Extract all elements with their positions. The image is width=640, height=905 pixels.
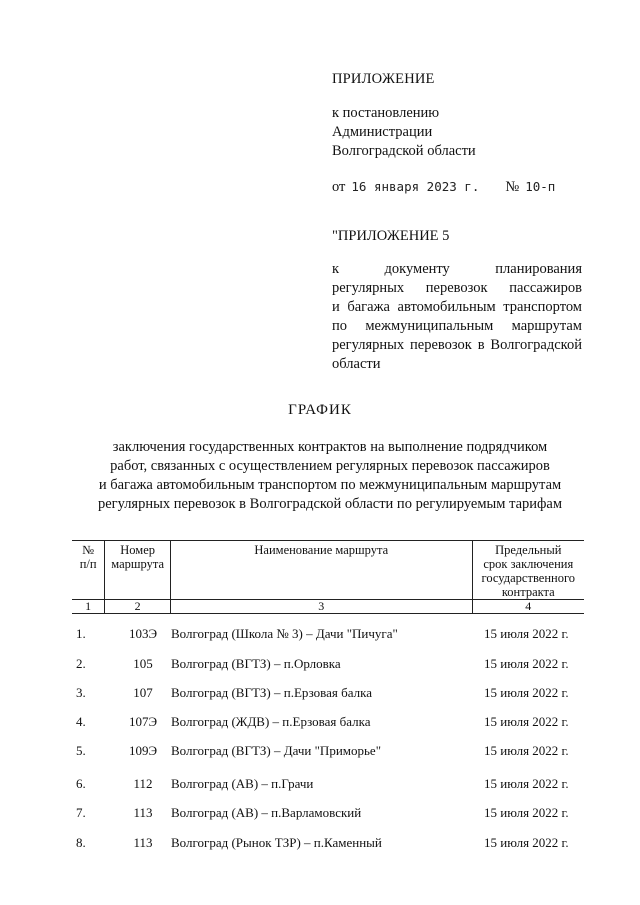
description-line: работ, связанных с осуществлением регулярных перевозок пассажиров [110,458,550,474]
column-number: 3 [170,600,472,614]
route-name: Волгоград (АВ) – п.Грачи [171,776,314,791]
appendix-heading: ПРИЛОЖЕНИЕ [332,71,435,87]
description-line: регулярных перевозок в Волгоградской области по регулируемым тарифам [97,496,563,512]
header-num [72,541,105,600]
column-number: 2 [105,600,171,614]
route-code: 113 [133,805,153,820]
appendix-line: Волгоградской области [332,143,476,159]
row-number: 2. [76,656,86,671]
route-name: Волгоград (Рынок ТЗР) – п.Каменный [171,835,382,850]
header-route-no-line: Номер [120,543,155,557]
row-number: 5. [76,743,86,758]
route-code: 103Э [128,626,158,641]
appendix5-title: "ПРИЛОЖЕНИЕ 5 [332,228,450,244]
appendix-line: Администрации [332,124,433,140]
table-row [72,835,584,855]
route-code: 109Э [128,743,158,758]
deadline-date: 15 июля 2022 г. [484,626,569,641]
route-name: Волгоград (ВГТЗ) – п.Орловка [171,656,341,671]
row-number: 6. [76,776,86,791]
header-num-line: № [82,543,95,557]
deadline-date: 15 июля 2022 г. [484,714,569,729]
route-code: 107 [133,685,153,700]
appendix5-line: регулярных перевозок в Волгоградской [332,337,582,353]
header-deadline-line: контракта [501,585,555,599]
header-deadline-line: государственного [481,571,576,585]
table-row [72,743,584,763]
schedule-title: ГРАФИК [288,402,352,418]
deadline-date: 15 июля 2022 г. [484,685,569,700]
date-prefix: от [332,179,346,195]
table-row [72,805,584,825]
deadline-date: 15 июля 2022 г. [484,835,569,850]
header-route-name: Наименование маршрута [170,541,472,600]
row-number: 1. [76,626,86,641]
row-number: 8. [76,835,86,850]
deadline-date: 15 июля 2022 г. [484,656,569,671]
header-num-line: п/п [79,557,97,571]
appendix-line: к постановлению [332,105,440,121]
route-name: Волгоград (ВГТЗ) – п.Ерзовая балка [171,685,372,700]
route-code: 112 [133,776,153,791]
appendix-block [332,70,592,197]
route-code: 107Э [128,714,158,729]
appendix5-line: области [332,356,381,372]
appendix5-line: по межмуниципальным маршрутам [332,318,582,334]
deadline-date: 15 июля 2022 г. [484,805,569,820]
row-number: 3. [76,685,86,700]
route-code: 105 [133,656,153,671]
route-name: Волгоград (АВ) – п.Варламовский [171,805,362,820]
table-row [72,685,584,705]
row-number: 7. [76,805,86,820]
route-code: 113 [133,835,153,850]
table-row [72,776,584,796]
deadline-date: 15 июля 2022 г. [484,743,569,758]
number-sign: № [505,179,520,195]
description-line: заключения государственных контрактов на выполнение подрядчиком [112,439,548,455]
appendix5-line: регулярных перевозок пассажиров [332,280,582,296]
decree-number: 10-п [525,179,556,194]
schedule-description [70,438,590,514]
route-name: Волгоград (ВГТЗ) – Дачи "Приморье" [171,743,382,758]
header-route-no-line: маршрута [111,557,164,571]
route-name: Волгоград (Школа № 3) – Дачи "Пичуга" [171,626,398,641]
header-route-no [105,541,171,600]
table-row [72,656,584,676]
decree-date-row [332,177,592,197]
schedule-table-header [72,540,584,614]
column-number: 1 [72,600,105,614]
description-line: и багажа автомобильным транспортом по межмуниципальным маршрутам [98,477,562,493]
decree-date: 16 января 2023 г. [351,179,480,194]
route-name: Волгоград (ЖДВ) – п.Ерзовая балка [171,714,371,729]
header-deadline-line: срок заключения [483,557,574,571]
column-number: 4 [472,600,584,614]
table-row [72,714,584,734]
table-row [72,626,584,646]
row-number: 4. [76,714,86,729]
appendix5-line: к документу планирования [332,261,582,277]
header-deadline-line: Предельный [495,543,562,557]
appendix5-line: и багажа автомобильным транспортом [332,299,582,315]
header-deadline [472,541,584,600]
appendix5-block [332,227,582,374]
deadline-date: 15 июля 2022 г. [484,776,569,791]
